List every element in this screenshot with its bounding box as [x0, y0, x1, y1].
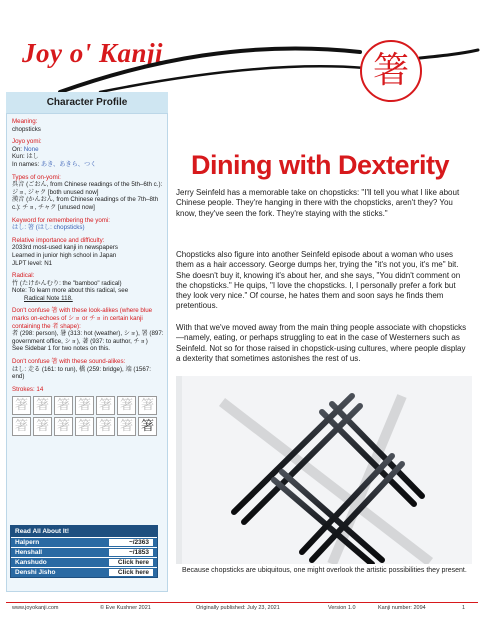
kanji-emblem — [360, 40, 422, 102]
importance-school: Learned in junior high school in Japan — [12, 251, 117, 259]
logo — [22, 38, 182, 78]
lookalikes-note: See Sidebar 1 for two notes on this. — [12, 345, 111, 353]
onyomi-types-heading: Types of on-yomi: — [12, 173, 61, 181]
keyword-heading: Keyword for remembering the yomi: — [12, 216, 111, 224]
meaning-section — [12, 118, 164, 133]
character-profile — [12, 118, 164, 441]
logo-text: Joy o' Kanji — [22, 38, 164, 68]
ref-name: Denshi Jisho — [15, 569, 56, 576]
ref-row — [11, 537, 157, 547]
radical-section — [12, 272, 164, 302]
keyword-section — [12, 217, 164, 232]
radical-value: 竹 (たけかんむり: the "bamboo" radical) — [12, 279, 122, 287]
on-label: On: — [12, 145, 22, 153]
stroke-step: 箸 — [75, 417, 94, 436]
lookalikes-heading: Don't confuse 箸 with these look-alikes (where blue marks on-echoes of ショ or チョ in certain kanji containing the 者 shape): — [12, 307, 153, 330]
ref-name: Kanshudo — [15, 559, 47, 566]
soundalikes-list: はし: 走る (161: to run), 橋 (259: bridge), 端 (1567: end) — [12, 365, 151, 381]
ref-link-denshi-jisho[interactable]: Click here — [109, 569, 153, 576]
importance-jlpt: JLPT level: N1 — [12, 259, 53, 267]
strokes-section — [12, 386, 164, 437]
ref-row — [11, 567, 157, 577]
stroke-step: 箸 — [54, 417, 73, 436]
importance-section — [12, 237, 164, 267]
ref-name: Halpern — [15, 539, 40, 546]
photo-caption: Because chopsticks are ubiquitous, one might overlook the artistic possibilities they present. — [182, 567, 467, 574]
stroke-step: 箸 — [96, 396, 115, 415]
read-all-about-it-box — [10, 525, 158, 578]
refs-heading: Read All About It! — [11, 526, 157, 537]
stroke-step: 箸 — [117, 396, 136, 415]
ref-row — [11, 557, 157, 567]
stroke-step: 箸 — [12, 396, 31, 415]
footer-published: Originally published: July 23, 2021 — [196, 605, 280, 611]
names-value: あき、あきら、つく — [40, 160, 97, 168]
stroke-step: 箸 — [117, 417, 136, 436]
onyomi-type-go: 呉音 (ごおん, from Chinese readings of the 5th–6th c.): ジョ, ジャク [both unused now] — [12, 181, 163, 196]
stroke-step-final: 箸 — [138, 417, 157, 436]
stroke-step: 箸 — [12, 417, 31, 436]
ref-row — [11, 547, 157, 557]
profile-title: Character Profile — [6, 92, 168, 114]
chopsticks-illustration — [182, 376, 472, 564]
kun-label: Kun: — [12, 153, 25, 161]
importance-rank: 2033rd most-used kanji in newspapers — [12, 244, 118, 252]
footer-version: Version 1.0 — [328, 605, 356, 611]
onyomi-types-section — [12, 174, 164, 212]
radical-note-link[interactable]: Radical Note 118. — [24, 294, 73, 302]
paragraph-3: With that we've moved away from the main thing people associate with chopsticks—namely, eating, or perhaps struggling to eat in the case of Westerners such as Seinfeld. Not so for those raised in chopstick-using cultures, where people display a dexterity that sometimes astonishes the rest of us. — [176, 323, 467, 363]
kanji-emblem-glyph: 箸 — [372, 50, 409, 91]
on-value: None — [23, 145, 39, 153]
paragraph-2: Chopsticks also figure into another Seinfeld episode about a woman who uses them as a hair accessory. George dumps her, trying the "it's not you, it's me" bit. She doesn't buy it, knowing it's about her, and she says, "You didn't comment on the chopsticks." He quips, "I love the chopsticks. I, I personally prefer a fork but they look very nice." Of course, he hates them and soon says he finds them pretentious. — [176, 250, 461, 311]
kun-value: はし — [26, 153, 39, 161]
footer-copyright: © Eve Kushner 2021 — [100, 605, 151, 611]
lookalikes-list: 者 (298: person), 暑 (313: hot (weather), ショ), 署 (897: government office, ショ), 著 (937: to author, チョ) — [12, 330, 164, 345]
stroke-step: 箸 — [33, 417, 52, 436]
chopsticks-photo — [176, 376, 472, 564]
stroke-step: 箸 — [75, 396, 94, 415]
meaning-heading: Meaning: — [12, 118, 38, 125]
stroke-step: 箸 — [54, 396, 73, 415]
joyo-yomi-heading: Joyo yomi: — [12, 138, 42, 146]
soundalikes-section — [12, 358, 164, 381]
names-label: In names: — [12, 160, 40, 168]
stroke-step: 箸 — [96, 417, 115, 436]
article-title: Dining with Dexterity — [190, 150, 450, 180]
radical-note: Note: To learn more about this radical, see — [12, 287, 129, 295]
soundalikes-heading: Don't confuse 箸 with these sound-alikes: — [12, 358, 126, 366]
footer-kanji-number: Kanji number: 2094 — [378, 605, 426, 611]
footer-site[interactable]: www.joyokanji.com — [12, 605, 59, 611]
onyomi-type-kan: 漢音 (かんおん, from Chinese readings of the 7th–8th c.): チョ, チャク [unused now] — [12, 196, 159, 211]
ref-link-kanshudo[interactable]: Click here — [109, 559, 153, 566]
stroke-step: 箸 — [33, 396, 52, 415]
radical-heading: Radical: — [12, 272, 35, 280]
paragraph-1: Jerry Seinfeld has a memorable take on chopsticks: "I'll tell you what I like about Chinese people. They're hanging in there with the chopsticks, aren't they? You know, they've seen the fork. They're staying with the sticks." — [176, 188, 460, 218]
strokes-heading: Strokes: 14 — [12, 385, 44, 393]
footer-page-number: 1 — [462, 605, 466, 611]
stroke-step: 箸 — [138, 396, 157, 415]
ref-name: Henshall — [15, 549, 43, 556]
lookalikes-section — [12, 307, 164, 353]
ref-value: ~/2363 — [109, 539, 153, 546]
meaning-value: chopsticks — [12, 125, 41, 133]
stroke-order-grid — [12, 396, 164, 436]
keyword-value: はし: 箸 (はし: chopsticks) — [12, 224, 85, 232]
footer-rule — [6, 602, 478, 603]
ref-value: ~/1853 — [109, 549, 153, 556]
joyo-yomi-section — [12, 138, 164, 168]
importance-heading: Relative importance and difficulty: — [12, 236, 105, 244]
